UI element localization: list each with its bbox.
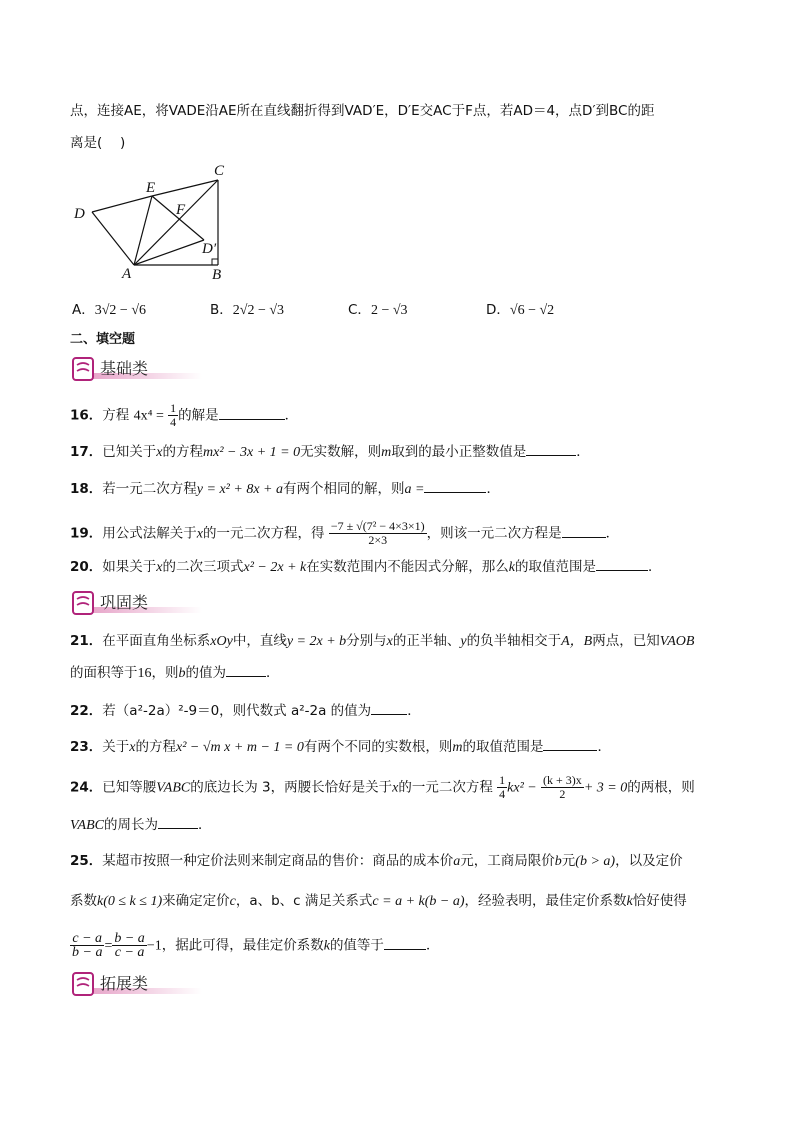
label-F: F <box>176 202 186 218</box>
segment-AE <box>134 196 152 265</box>
q25-line2: 系数k(0 ≤ k ≤ 1)来确定定价c，a、b、c 满足关系式c = a + k(b − a)，经验表明，最佳定价系数k恰好使得 <box>70 893 687 909</box>
category-header-extend: 拓展类 <box>70 968 210 998</box>
segment-DE <box>92 196 152 212</box>
option-c: C．2 − √3 <box>348 302 408 318</box>
q24-line1: 24．已知等腰VABC的底边长为 3，两腰长恰好是关于x的一元二次方程 $\frac{1}{4}$ kx² − $\frac{(k + 3)x}{2}$ + 3 = 0的两根，则 <box>70 773 695 801</box>
option-a: A．3√2 − √6 <box>72 302 147 318</box>
q16: 16．方程 4x⁴ = $\frac{1}{4}$ 的解是 ． <box>70 401 299 429</box>
q21-line1: 21．在平面直角坐标系xOy中，直线y = 2x + b分别与x的正半轴、y的负半轴相交于A，B两点，已知VAOB <box>70 633 695 649</box>
q15-line2: 离是( ) <box>70 135 126 151</box>
q22: 22．若（a²-2a）²-9＝0，则代数式 a²-2a 的值为 ． <box>70 700 754 721</box>
q15-line1: 点，连接AE，将VADE沿AE所在直线翻折得到VAD′E，D′E交AC于F点，若AD＝4，点D′到BC的距 <box>70 103 655 119</box>
category-header-basic: 基础类 <box>70 353 210 383</box>
q18: 18．若一元二次方程y = x² + 8x + a有两个相同的解，则a = ． <box>70 478 754 500</box>
label-D: D <box>74 206 85 222</box>
segment-AD <box>92 212 134 265</box>
q20: 20．如果关于x的二次三项式x² − 2x + k在实数范围内不能因式分解，那么k的取值范围是 ． <box>70 556 754 578</box>
section-title: 二、填空题 <box>70 332 136 347</box>
option-b: B．2√2 − √3 <box>210 302 285 318</box>
segment-ED' <box>152 196 204 240</box>
label-A: A <box>122 266 132 282</box>
q25-line3: $\frac{c - a}{b - a}$ = $\frac{b - a}{c - a}$ −1，据此可得，最佳定价系数k的值等于 ． <box>72 931 440 960</box>
label-E: E <box>146 180 156 196</box>
q17: 17．已知关于x的方程mx² − 3x + 1 = 0无实数解，则m取到的最小正整数值是 ． <box>70 441 754 463</box>
q19: 19．用公式法解关于x的一元二次方程，得 $\frac{\text{−7 ± √(7² − 4×3×1)}}{2\times 3}$ ，则该一元二次方程是 ． <box>70 519 620 547</box>
label-B: B <box>212 267 222 283</box>
q21-line2: 的面积等于16，则b的值为 ． <box>70 662 754 684</box>
q24-line2: VABC的周长为 ． <box>70 814 754 836</box>
q23: 23．关于x的方程x² − √m x + m − 1 = 0有两个不同的实数根，则m的取值范围是 ． <box>70 736 754 758</box>
right-angle-mark <box>212 259 218 265</box>
label-D-prime: D′ <box>202 241 217 257</box>
q25-line1: 25．某超市按照一种定价法则来制定商品的售价：商品的成本价a元，工商局限价b元(b > a)，以及定价 <box>70 853 683 869</box>
label-C: C <box>214 163 225 179</box>
segment-AD' <box>134 240 204 265</box>
segment-EC <box>152 180 218 196</box>
category-header-consolidate: 巩固类 <box>70 587 210 617</box>
segment-AC <box>134 180 218 265</box>
option-d: D．√6 − √2 <box>486 302 555 318</box>
